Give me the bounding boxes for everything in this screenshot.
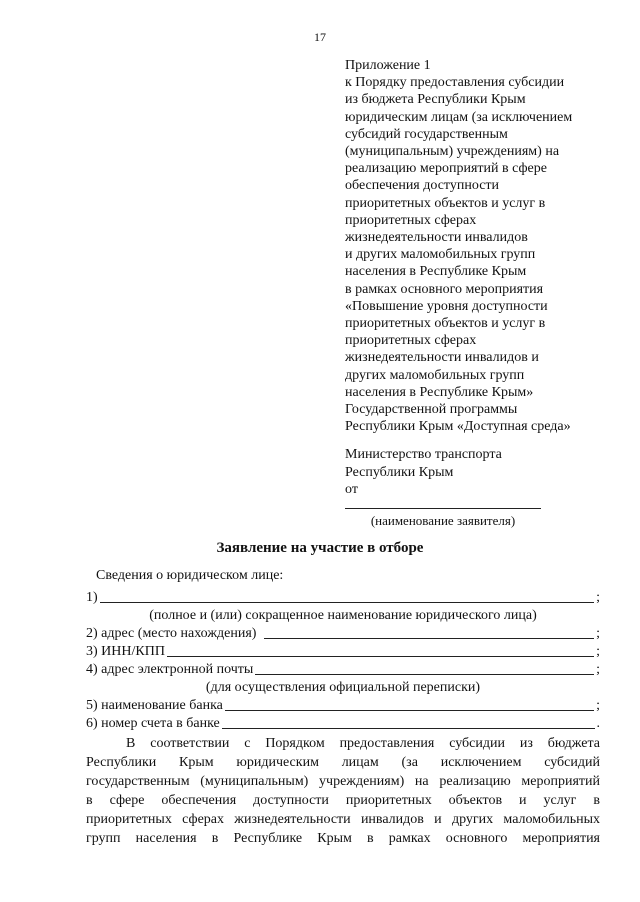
- field-entity-name-end: ;: [596, 590, 600, 605]
- appendix-line: приоритетных сферах: [345, 212, 477, 228]
- form-intro: [86, 566, 600, 584]
- field-entity-name-label: 1): [86, 590, 98, 605]
- field-address-end: ;: [596, 626, 600, 641]
- field-bank-name-line[interactable]: [225, 710, 594, 711]
- applicant-name-caption: (наименование заявителя): [370, 513, 516, 528]
- addressee-ministry: Министерство транспорта: [345, 447, 502, 462]
- document-title: Заявление на участие в отборе: [216, 540, 424, 556]
- field-address-label: 2) адрес (место нахождения): [86, 626, 257, 641]
- appendix-line: Республики Крым «Доступная среда»: [345, 419, 571, 435]
- appendix-line: приоритетных сферах: [345, 333, 477, 349]
- addressee-from: от: [345, 482, 358, 497]
- field-inn-kpp-line[interactable]: [167, 656, 594, 657]
- field-email-end: ;: [596, 662, 600, 677]
- appendix-line: Приложение 1: [345, 58, 431, 73]
- paragraph-line: В соответствии с Порядком предоставления субсидии из бюджета: [126, 736, 600, 751]
- applicant-name-line[interactable]: [345, 508, 541, 509]
- appendix-line: реализацию мероприятий в сфере: [345, 161, 547, 177]
- appendix-line: жизнедеятельности инвалидов и: [345, 350, 539, 366]
- appendix-line: жизнедеятельности инвалидов: [345, 230, 528, 246]
- appendix-line: других маломобильных групп: [345, 367, 525, 383]
- statement-paragraph: [86, 734, 600, 848]
- appendix-line: «Повышение уровня доступности: [345, 298, 548, 314]
- appendix-line: в рамках основного мероприятия: [345, 281, 544, 297]
- field-entity-name-caption: (полное и (или) сокращенное наименование юридического лица): [149, 608, 537, 623]
- paragraph-line: групп населения в Республике Крым в рамках основного мероприятия: [86, 831, 600, 846]
- field-bank-name-end: ;: [596, 698, 600, 713]
- paragraph-line: Республики Крым юридическим лицам (за исключением субсидий: [86, 755, 600, 770]
- field-email-label: 4) адрес электронной почты: [86, 662, 254, 677]
- paragraph-line: приоритетных сферах жизнедеятельности инвалидов и других маломобильных: [86, 812, 600, 827]
- field-entity-name-caption-row: [86, 606, 600, 624]
- appendix-line: населения в Республике Крым»: [345, 384, 534, 400]
- appendix-block: [345, 57, 635, 435]
- field-account-number-label: 6) номер счета в банке: [86, 716, 220, 731]
- field-email-caption: (для осуществления официальной переписки): [205, 680, 481, 695]
- field-inn-kpp-label: 3) ИНН/КПП: [86, 644, 165, 659]
- field-email-caption-row: [86, 678, 600, 696]
- addressee-block: [345, 446, 635, 499]
- field-email-line[interactable]: [255, 674, 594, 675]
- addressee-region: Республики Крым: [345, 464, 454, 480]
- appendix-line: к Порядку предоставления субсидии: [345, 75, 565, 91]
- appendix-line: и других маломобильных групп: [345, 247, 536, 263]
- paragraph-line: в сфере обеспечения доступности приоритетных объектов и услуг в: [86, 793, 600, 808]
- field-account-number-end: .: [596, 716, 600, 731]
- field-bank-name: [86, 696, 600, 714]
- appendix-line: обеспечения доступности: [345, 178, 500, 194]
- appendix-line: Государственной программы: [345, 402, 518, 418]
- appendix-line: (муниципальным) учреждениям) на: [345, 144, 560, 160]
- field-address-line[interactable]: [264, 638, 594, 639]
- appendix-line: приоритетных объектов и услуг в: [345, 195, 546, 211]
- appendix-line: юридическим лицам (за исключением: [345, 109, 573, 125]
- form-intro-text: Сведения о юридическом лице:: [96, 568, 284, 583]
- field-account-number-line[interactable]: [222, 728, 595, 729]
- field-entity-name-line[interactable]: [100, 602, 594, 603]
- field-account-number: [86, 714, 600, 732]
- legal-entity-form: [86, 566, 600, 732]
- field-entity-name: [86, 588, 600, 606]
- field-email: [86, 660, 600, 678]
- appendix-line: из бюджета Республики Крым: [345, 92, 526, 108]
- appendix-line: населения в Республике Крым: [345, 264, 527, 280]
- field-address: [86, 624, 600, 642]
- page-number: 17: [314, 30, 326, 44]
- field-inn-kpp-end: ;: [596, 644, 600, 659]
- appendix-line: субсидий государственным: [345, 126, 508, 142]
- field-inn-kpp: [86, 642, 600, 660]
- paragraph-line: государственным (муниципальным) учреждениям) на реализацию мероприятий: [86, 774, 600, 789]
- field-bank-name-label: 5) наименование банка: [86, 698, 223, 713]
- appendix-line: приоритетных объектов и услуг в: [345, 316, 546, 332]
